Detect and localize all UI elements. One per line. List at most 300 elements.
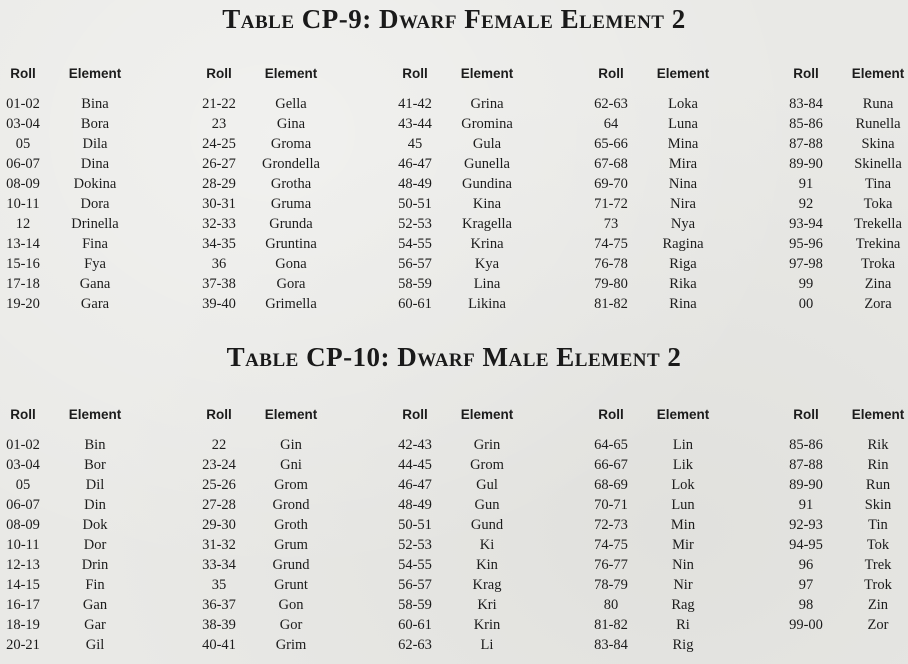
roll-cell: 13-14 <box>6 236 40 252</box>
table-row <box>783 174 908 194</box>
table-row <box>196 515 356 535</box>
roll-cell: 76-77 <box>594 557 628 573</box>
table-row <box>392 595 552 615</box>
element-cell: Dina <box>80 156 110 172</box>
roll-cell: 23 <box>211 116 227 132</box>
roll-cell: 85-86 <box>789 437 823 453</box>
roll-cell: 56-57 <box>398 256 432 272</box>
table-row <box>392 635 552 655</box>
element-cell: Gula <box>472 136 502 152</box>
table-column <box>588 64 748 314</box>
element-cell: Gund <box>470 517 504 533</box>
element-cell: Zor <box>867 617 889 633</box>
table-row <box>196 174 356 194</box>
column-header <box>783 405 908 425</box>
roll-cell: 99 <box>798 276 814 292</box>
roll-header: Roll <box>402 66 428 81</box>
column-header <box>0 64 160 84</box>
table-row <box>588 214 748 234</box>
table-row <box>0 575 160 595</box>
table-row <box>196 114 356 134</box>
roll-cell: 89-90 <box>789 156 823 172</box>
roll-cell: 80 <box>603 597 619 613</box>
roll-cell: 71-72 <box>594 196 628 212</box>
element-cell: Kin <box>476 557 498 573</box>
roll-cell: 52-53 <box>398 216 432 232</box>
table-row <box>588 555 748 575</box>
table-row <box>588 174 748 194</box>
table-row <box>588 234 748 254</box>
element-cell: Grom <box>274 477 308 493</box>
table-row <box>196 495 356 515</box>
roll-cell: 94-95 <box>789 537 823 553</box>
element-cell: Gundina <box>462 176 512 192</box>
element-cell: Din <box>84 497 106 513</box>
table-row <box>783 194 908 214</box>
roll-cell: 74-75 <box>594 537 628 553</box>
element-cell: Lun <box>671 497 695 513</box>
element-cell: Groth <box>274 517 308 533</box>
roll-cell: 17-18 <box>6 276 40 292</box>
roll-cell: 87-88 <box>789 457 823 473</box>
element-cell: Gor <box>279 617 303 633</box>
element-cell: Gan <box>82 597 108 613</box>
table-row <box>392 575 552 595</box>
element-cell: Grina <box>470 96 504 112</box>
element-header: Element <box>460 407 514 422</box>
table-row <box>588 475 748 495</box>
roll-cell: 16-17 <box>6 597 40 613</box>
roll-cell: 62-63 <box>594 96 628 112</box>
table-title-cp9: Table CP-9: Dwarf Female Element 2 <box>222 4 686 34</box>
table-row <box>196 635 356 655</box>
roll-cell: 05 <box>15 477 31 493</box>
roll-header: Roll <box>793 407 819 422</box>
table-row <box>783 274 908 294</box>
table-row <box>0 274 160 294</box>
table-row <box>392 194 552 214</box>
roll-cell: 34-35 <box>202 236 236 252</box>
roll-cell: 96 <box>798 557 814 573</box>
table-row <box>588 435 748 455</box>
table-row <box>196 555 356 575</box>
table-row <box>588 495 748 515</box>
roll-cell: 06-07 <box>6 156 40 172</box>
table-title-cp10: Table CP-10: Dwarf Male Element 2 <box>226 342 682 372</box>
element-cell: Gruntina <box>265 236 317 252</box>
column-header <box>392 405 552 425</box>
element-cell: Grunda <box>269 216 313 232</box>
table-row <box>392 294 552 314</box>
table-row <box>0 254 160 274</box>
table-row <box>392 254 552 274</box>
element-cell: Ki <box>479 537 495 553</box>
table-row <box>392 94 552 114</box>
roll-cell: 58-59 <box>398 597 432 613</box>
table-row <box>392 615 552 635</box>
roll-cell: 70-71 <box>594 497 628 513</box>
roll-cell: 20-21 <box>6 637 40 653</box>
table-row <box>0 154 160 174</box>
table-row <box>783 435 908 455</box>
roll-cell: 73 <box>603 216 619 232</box>
roll-cell: 98 <box>798 597 814 613</box>
table-row <box>0 595 160 615</box>
column-header <box>783 64 908 84</box>
element-cell: Grond <box>272 497 310 513</box>
roll-cell: 81-82 <box>594 296 628 312</box>
element-cell: Dok <box>82 517 108 533</box>
element-cell: Luna <box>668 116 698 132</box>
table-row <box>588 194 748 214</box>
table-row <box>783 555 908 575</box>
roll-cell: 62-63 <box>398 637 432 653</box>
element-cell: Fya <box>84 256 106 272</box>
roll-cell: 36-37 <box>202 597 236 613</box>
roll-cell: 60-61 <box>398 296 432 312</box>
table-row <box>0 94 160 114</box>
element-cell: Grunt <box>274 577 308 593</box>
element-cell: Grotha <box>270 176 312 192</box>
table-row <box>196 455 356 475</box>
roll-header: Roll <box>10 407 36 422</box>
roll-cell: 81-82 <box>594 617 628 633</box>
roll-cell: 45 <box>407 136 423 152</box>
element-cell: Gromina <box>461 116 513 132</box>
table-row <box>392 234 552 254</box>
roll-cell: 52-53 <box>398 537 432 553</box>
roll-cell: 05 <box>15 136 31 152</box>
element-cell: Troka <box>860 256 896 272</box>
column-header <box>588 405 748 425</box>
table-row <box>0 214 160 234</box>
element-cell: Lin <box>672 437 694 453</box>
element-cell: Gin <box>280 437 302 453</box>
roll-cell: 40-41 <box>202 637 236 653</box>
roll-cell: 76-78 <box>594 256 628 272</box>
element-cell: Kina <box>472 196 502 212</box>
element-cell: Bora <box>80 116 110 132</box>
table-row <box>588 575 748 595</box>
roll-header: Roll <box>402 407 428 422</box>
element-header: Element <box>264 66 318 81</box>
element-cell: Lina <box>473 276 501 292</box>
element-cell: Trekina <box>855 236 901 252</box>
table-row <box>392 134 552 154</box>
element-cell: Runella <box>855 116 901 132</box>
table-row <box>196 595 356 615</box>
roll-cell: 56-57 <box>398 577 432 593</box>
roll-cell: 29-30 <box>202 517 236 533</box>
table-row <box>196 575 356 595</box>
table-row <box>0 535 160 555</box>
element-cell: Gil <box>85 637 105 653</box>
element-cell: Drin <box>81 557 109 573</box>
element-cell: Gar <box>84 617 106 633</box>
table-column <box>196 64 356 314</box>
roll-cell: 78-79 <box>594 577 628 593</box>
table-row <box>0 234 160 254</box>
table-row <box>588 154 748 174</box>
table-row <box>196 475 356 495</box>
table-column <box>783 405 908 635</box>
element-cell: Gni <box>280 457 302 473</box>
element-cell: Run <box>865 477 891 493</box>
roll-cell: 65-66 <box>594 136 628 152</box>
roll-cell: 10-11 <box>6 537 40 553</box>
element-cell: Trok <box>864 577 892 593</box>
roll-cell: 92 <box>798 196 814 212</box>
table-row <box>783 595 908 615</box>
roll-cell: 79-80 <box>594 276 628 292</box>
roll-cell: 12 <box>15 216 31 232</box>
element-cell: Li <box>480 637 494 653</box>
element-cell: Rina <box>669 296 697 312</box>
table-row <box>588 254 748 274</box>
table-row <box>196 234 356 254</box>
element-cell: Kragella <box>462 216 512 232</box>
roll-cell: 97 <box>798 577 814 593</box>
element-cell: Gona <box>275 256 307 272</box>
element-header: Element <box>851 66 905 81</box>
element-cell: Gina <box>276 116 306 132</box>
element-cell: Gara <box>80 296 110 312</box>
roll-cell: 33-34 <box>202 557 236 573</box>
element-cell: Rin <box>867 457 889 473</box>
element-cell: Gon <box>278 597 304 613</box>
element-cell: Ragina <box>662 236 704 252</box>
roll-cell: 46-47 <box>398 477 432 493</box>
roll-cell: 27-28 <box>202 497 236 513</box>
roll-header: Roll <box>598 407 624 422</box>
element-cell: Trek <box>864 557 892 573</box>
element-cell: Dil <box>85 477 105 493</box>
element-cell: Gora <box>276 276 306 292</box>
element-cell: Gul <box>476 477 498 493</box>
element-cell: Runa <box>862 96 894 112</box>
table-row <box>783 535 908 555</box>
roll-cell: 54-55 <box>398 557 432 573</box>
table-row <box>0 555 160 575</box>
table-row <box>392 274 552 294</box>
element-cell: Grund <box>272 557 310 573</box>
element-cell: Bin <box>84 437 106 453</box>
element-cell: Skin <box>864 497 892 513</box>
element-cell: Gruma <box>270 196 312 212</box>
roll-cell: 14-15 <box>6 577 40 593</box>
column-header <box>196 405 356 425</box>
table-row <box>196 274 356 294</box>
table-row <box>783 114 908 134</box>
table-row <box>392 154 552 174</box>
element-cell: Nin <box>672 557 694 573</box>
roll-cell: 54-55 <box>398 236 432 252</box>
roll-cell: 97-98 <box>789 256 823 272</box>
element-cell: Dila <box>82 136 108 152</box>
roll-cell: 35 <box>211 577 227 593</box>
element-cell: Lik <box>672 457 694 473</box>
table-row <box>196 134 356 154</box>
roll-cell: 58-59 <box>398 276 432 292</box>
element-header: Element <box>68 66 122 81</box>
element-cell: Krina <box>470 236 504 252</box>
column-header <box>0 405 160 425</box>
roll-cell: 25-26 <box>202 477 236 493</box>
table-row <box>588 274 748 294</box>
table-row <box>783 495 908 515</box>
element-cell: Fin <box>85 577 105 593</box>
roll-cell: 93-94 <box>789 216 823 232</box>
table-row <box>588 294 748 314</box>
roll-cell: 74-75 <box>594 236 628 252</box>
column-header <box>588 64 748 84</box>
roll-header: Roll <box>793 66 819 81</box>
table-row <box>783 214 908 234</box>
table-row <box>783 134 908 154</box>
roll-header: Roll <box>598 66 624 81</box>
column-header <box>392 64 552 84</box>
element-cell: Zora <box>864 296 892 312</box>
element-cell: Skinella <box>854 156 902 172</box>
roll-header: Roll <box>206 407 232 422</box>
roll-cell: 41-42 <box>398 96 432 112</box>
roll-cell: 42-43 <box>398 437 432 453</box>
element-cell: Bor <box>84 457 106 473</box>
roll-cell: 68-69 <box>594 477 628 493</box>
table-row <box>392 114 552 134</box>
roll-cell: 15-16 <box>6 256 40 272</box>
element-cell: Gunella <box>464 156 510 172</box>
roll-cell: 01-02 <box>6 96 40 112</box>
element-cell: Kya <box>474 256 500 272</box>
roll-cell: 23-24 <box>202 457 236 473</box>
element-cell: Tok <box>866 537 890 553</box>
table-row <box>196 535 356 555</box>
roll-cell: 64 <box>603 116 619 132</box>
roll-cell: 00 <box>798 296 814 312</box>
roll-cell: 95-96 <box>789 236 823 252</box>
table-row <box>392 455 552 475</box>
element-cell: Groma <box>270 136 312 152</box>
roll-cell: 31-32 <box>202 537 236 553</box>
element-cell: Grimella <box>265 296 317 312</box>
table-row <box>588 535 748 555</box>
element-cell: Nya <box>670 216 696 232</box>
table-row <box>588 94 748 114</box>
roll-cell: 50-51 <box>398 517 432 533</box>
element-cell: Bina <box>81 96 109 112</box>
element-header: Element <box>460 66 514 81</box>
roll-cell: 87-88 <box>789 136 823 152</box>
element-cell: Krag <box>472 577 502 593</box>
roll-cell: 72-73 <box>594 517 628 533</box>
element-cell: Rig <box>672 637 694 653</box>
table-row <box>392 555 552 575</box>
table-row <box>588 635 748 655</box>
table-row <box>0 294 160 314</box>
table-column <box>588 405 748 655</box>
roll-cell: 03-04 <box>6 457 40 473</box>
roll-header: Roll <box>10 66 36 81</box>
roll-cell: 64-65 <box>594 437 628 453</box>
table-row <box>196 254 356 274</box>
element-cell: Mina <box>667 136 699 152</box>
roll-cell: 01-02 <box>6 437 40 453</box>
element-cell: Zina <box>864 276 892 292</box>
table-row <box>588 114 748 134</box>
element-header: Element <box>656 66 710 81</box>
element-cell: Kri <box>477 597 497 613</box>
table-column <box>196 405 356 655</box>
element-cell: Tina <box>864 176 892 192</box>
element-cell: Gella <box>275 96 307 112</box>
roll-cell: 83-84 <box>789 96 823 112</box>
roll-cell: 67-68 <box>594 156 628 172</box>
table-row <box>783 254 908 274</box>
column-header <box>196 64 356 84</box>
table-row <box>0 615 160 635</box>
element-header: Element <box>68 407 122 422</box>
element-cell: Ri <box>676 617 690 633</box>
element-cell: Riga <box>669 256 697 272</box>
table-column <box>0 405 160 655</box>
table-row <box>0 635 160 655</box>
table-row <box>783 294 908 314</box>
table-row <box>783 615 908 635</box>
element-cell: Rag <box>671 597 695 613</box>
roll-cell: 37-38 <box>202 276 236 292</box>
roll-cell: 18-19 <box>6 617 40 633</box>
table-row <box>392 214 552 234</box>
element-header: Element <box>264 407 318 422</box>
element-cell: Gana <box>79 276 111 292</box>
element-cell: Min <box>670 517 696 533</box>
table-row <box>0 435 160 455</box>
roll-cell: 50-51 <box>398 196 432 212</box>
roll-cell: 66-67 <box>594 457 628 473</box>
table-row <box>0 495 160 515</box>
roll-cell: 92-93 <box>789 517 823 533</box>
element-cell: Nir <box>673 577 693 593</box>
roll-cell: 46-47 <box>398 156 432 172</box>
element-cell: Loka <box>668 96 698 112</box>
element-cell: Dokina <box>73 176 117 192</box>
table-row <box>0 455 160 475</box>
table-row <box>588 595 748 615</box>
element-cell: Likina <box>468 296 506 312</box>
table-row <box>0 174 160 194</box>
roll-cell: 19-20 <box>6 296 40 312</box>
element-cell: Drinella <box>71 216 119 232</box>
table-row <box>0 515 160 535</box>
roll-cell: 28-29 <box>202 176 236 192</box>
roll-cell: 44-45 <box>398 457 432 473</box>
table-row <box>783 154 908 174</box>
table-row <box>783 475 908 495</box>
roll-cell: 83-84 <box>594 637 628 653</box>
table-row <box>196 435 356 455</box>
roll-cell: 60-61 <box>398 617 432 633</box>
element-cell: Toka <box>863 196 893 212</box>
element-cell: Tin <box>868 517 888 533</box>
table-row <box>0 475 160 495</box>
element-cell: Grondella <box>262 156 320 172</box>
table-row <box>392 535 552 555</box>
element-cell: Trekella <box>854 216 902 232</box>
element-cell: Grim <box>275 637 307 653</box>
roll-cell: 39-40 <box>202 296 236 312</box>
table-column <box>0 64 160 314</box>
